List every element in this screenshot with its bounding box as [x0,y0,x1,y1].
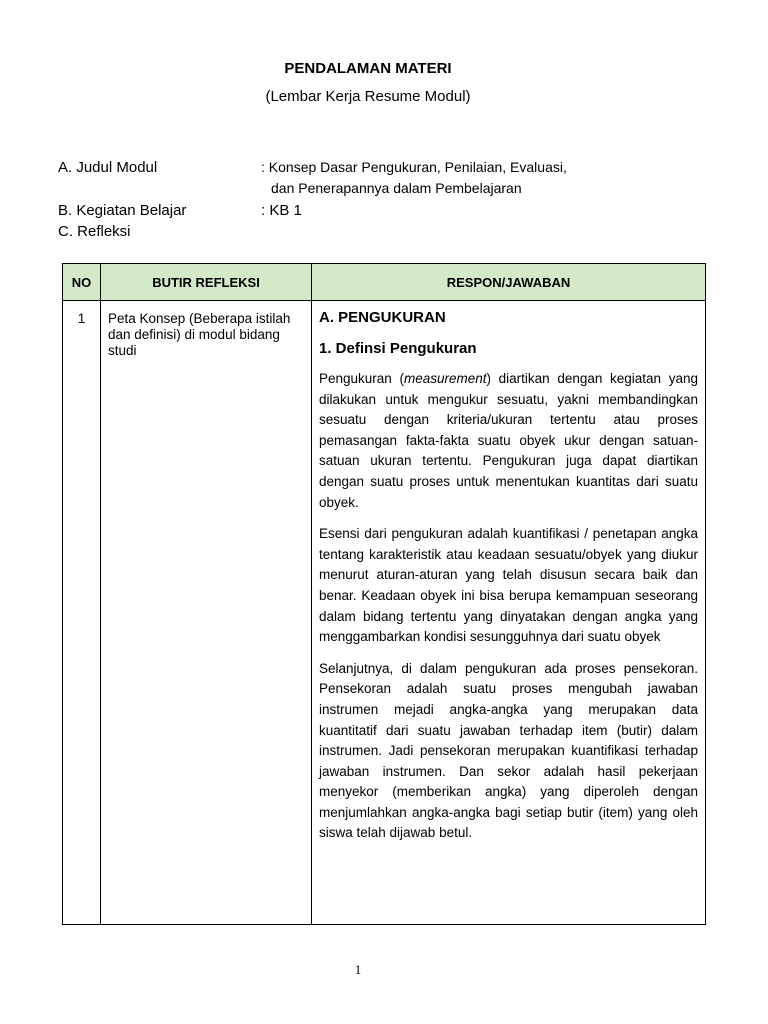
refleksi-row [58,223,567,244]
judul-value: : Konsep Dasar Pengukuran, Penilaian, Evaluasi, [261,159,567,175]
kegiatan-row [58,202,567,223]
header-no: NO [63,264,101,301]
kegiatan-label: B. Kegiatan Belajar [58,202,187,219]
header-butir-refleksi: BUTIR REFLEKSI [101,264,312,301]
judul-row [58,159,567,180]
document-subtitle: (Lembar Kerja Resume Modul) [265,88,471,105]
paragraph-pensekoran: Selanjutnya, di dalam pengukuran ada proses pensekoran. Pensekoran adalah suatu proses mengubah jawaban instrumen mejadi angka-angka yang merupakan data kuantitatif dari suatu jawaban terhadap item (butir) dalam instrumen. Jadi pensekoran merupakan kuantifikasi terhadap jawaban instrumen. Dan sekor adalah hasil pekerjaan menyekor (memberikan angka) yang diperoleh dengan menjumlahkan angka-angka bagi setiap butir (item) yang oleh siswa telah dijawab betul. [319,660,698,841]
header-respon-jawaban: RESPON/JAWABAN [312,264,706,301]
document-title: PENDALAMAN MATERI [284,60,452,77]
table-row [63,301,706,925]
paragraph-esensi: Esensi dari pengukuran adalah kuantifikasi / penetapan angka tentang karakteristik atau keadaan sesuatu/obyek yang diukur menurut aturan-aturan yang telah disusun secara baik dan benar. Keadaan obyek ini bisa berupa kemampuan seseorang dalam bidang tertentu yang dinyatakan dengan angka yang menggambarkan kondisi sesungguhnya dari suatu obyek [319,526,698,645]
judul-value-continued: dan Penerapannya dalam Pembelajaran [271,180,522,196]
paragraph-definisi [319,369,698,513]
module-info [58,159,567,244]
refleksi-label: C. Refleksi [58,223,131,240]
judul-label: A. Judul Modul [58,159,158,176]
section-heading-pengukuran: A. PENGUKURAN [319,309,446,326]
para1-emphasis: measurement [403,371,487,386]
butir-refleksi-cell: Peta Konsep (Beberapa istilah dan definisi) di modul bidang studi [101,301,312,925]
page-number: 1 [354,962,362,977]
kegiatan-value: : KB 1 [261,202,302,219]
refleksi-table [62,263,706,925]
row-number: 1 [63,301,101,925]
respon-cell [312,301,706,925]
para1-pre: Pengukuran ( [319,371,404,386]
para1-post: ) diartikan dengan kegiatan yang dilakukan untuk mengukur sesuatu, yakni membandingkan sesuatu dengan kriteria/ukuran tertentu atau proses pemasangan fakta-fakta suatu obyek ukur dengan satuan-satuan ukuran tertentu. Pengukuran juga dapat diartikan dengan suatu proses untuk menentukan kuantitas dari suatu obyek. [319,371,698,510]
subsection-heading-definisi: 1. Definsi Pengukuran [319,340,477,357]
table-header-row [63,264,706,301]
